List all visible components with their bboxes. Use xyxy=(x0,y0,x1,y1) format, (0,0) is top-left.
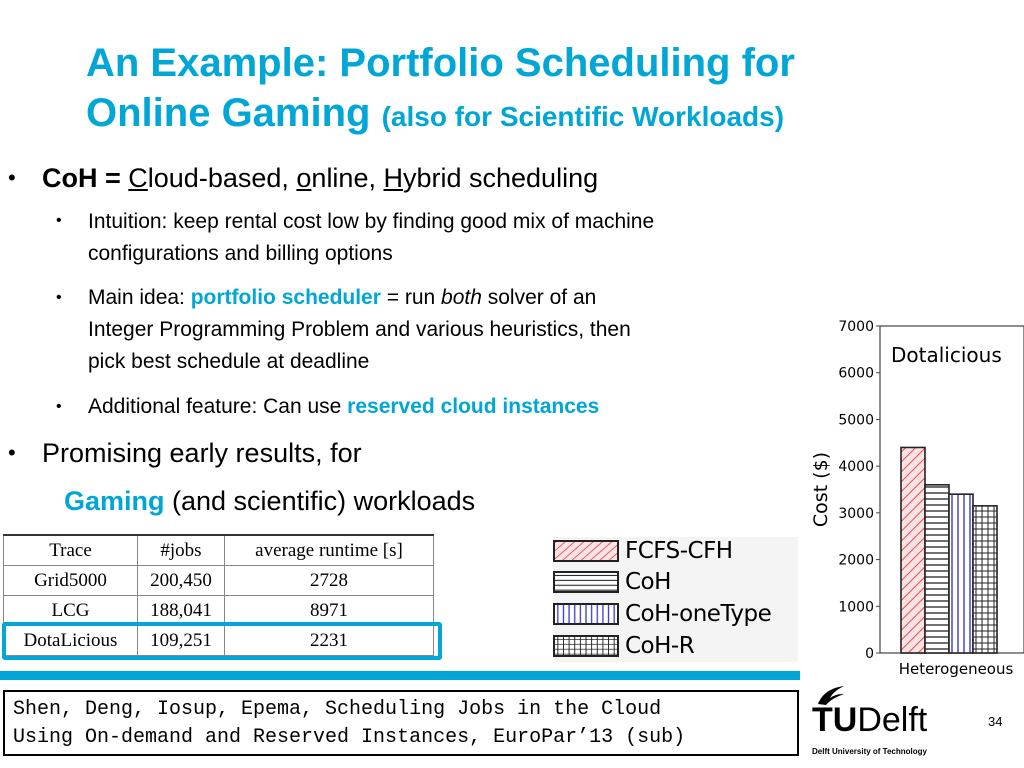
title-line-2 xyxy=(86,88,1006,142)
legend-item-coh-r xyxy=(553,633,694,659)
y-tick-label: 5000 xyxy=(838,412,874,429)
coh-text: nline, xyxy=(311,163,384,193)
y-tick-label: 3000 xyxy=(838,505,874,522)
bar-coh-r xyxy=(973,506,997,653)
feature-highlight: reserved cloud instances xyxy=(347,395,600,418)
y-tick-label: 1000 xyxy=(838,599,874,616)
reference-line-1: Shen, Deng, Iosup, Epema, Scheduling Jobs in the Cloud xyxy=(13,698,662,721)
accent-bar xyxy=(0,671,800,680)
table-cell: 2728 xyxy=(225,566,434,596)
y-tick-label: 4000 xyxy=(838,459,874,476)
y-tick-label: 2000 xyxy=(838,552,874,569)
legend-label: CoH-oneType xyxy=(625,601,772,627)
page-number: 34 xyxy=(988,714,1003,729)
tudelft-logo xyxy=(812,684,962,764)
bullet-main-idea xyxy=(88,282,631,378)
sub-bullet-dot: • xyxy=(56,289,62,306)
y-axis-label: Cost ($) xyxy=(810,451,832,528)
table-header-row xyxy=(4,535,434,566)
bullet-dot: • xyxy=(8,440,16,465)
table-row xyxy=(4,596,434,626)
legend-label: CoH-R xyxy=(625,633,695,659)
idea-line-3: pick best schedule at deadline xyxy=(88,350,370,373)
bullet-feature xyxy=(88,391,599,423)
cost-bar-chart xyxy=(805,310,1024,682)
gaming-highlight: Gaming xyxy=(64,486,165,516)
table-row xyxy=(4,566,434,596)
table-cell: 109,251 xyxy=(138,626,225,656)
intuition-line-2: configurations and billing options xyxy=(88,242,393,265)
legend-label: FCFS-CFH xyxy=(625,538,733,564)
logo-university: Delft University of Technology xyxy=(812,747,927,756)
coh-label: CoH = xyxy=(42,163,121,193)
legend-item-fcfs-cfh xyxy=(553,538,733,564)
feature-prefix: Additional feature: Can use xyxy=(88,395,348,418)
bullet-gaming xyxy=(64,484,475,518)
sub-bullet-dot: • xyxy=(56,398,62,415)
chart-title: Dotalicious xyxy=(891,343,1002,367)
bullet-promising: Promising early results, for xyxy=(42,438,362,468)
swatch-diagonal-icon xyxy=(553,540,619,562)
idea-suffix: solver of an xyxy=(481,286,597,309)
title-line-1: An Example: Portfolio Scheduling for xyxy=(86,41,795,85)
bullet-intuition xyxy=(88,206,654,270)
legend-item-coh xyxy=(553,569,671,595)
logo-delft: Delft xyxy=(857,701,928,739)
bar-coh xyxy=(925,485,949,653)
table-header: Trace xyxy=(4,535,138,566)
reference-line-2: Using On-demand and Reserved Instances, EuroPar’13 (sub) xyxy=(13,726,686,749)
sub-bullet-dot: • xyxy=(56,212,62,229)
coh-letter-o: o xyxy=(296,163,312,193)
table-cell: 8971 xyxy=(225,596,434,626)
bar-coh-onetype xyxy=(949,494,973,653)
table-cell: 2231 xyxy=(225,626,434,656)
idea-line-1 xyxy=(88,282,631,314)
idea-line-2: Integer Programming Problem and various heuristics, then xyxy=(88,318,631,341)
slide-title xyxy=(86,38,1006,142)
logo-wordmark xyxy=(812,700,927,740)
reference-box xyxy=(3,690,799,756)
swatch-grid-icon xyxy=(553,635,619,657)
table-cell: LCG xyxy=(4,596,138,626)
table-cell: 188,041 xyxy=(138,596,225,626)
y-tick-label: 7000 xyxy=(838,319,874,335)
bullet-coh xyxy=(42,161,598,195)
bullet-dot: • xyxy=(8,165,16,190)
coh-letter-h: H xyxy=(383,163,403,193)
coh-text: loud-based, xyxy=(147,163,297,193)
bar-fcfs-cfh xyxy=(901,447,925,653)
x-axis-label: Heterogeneous xyxy=(898,660,1014,678)
y-tick-label: 6000 xyxy=(838,365,874,382)
gaming-rest: (and scientific) workloads xyxy=(164,486,476,516)
legend-label: CoH xyxy=(625,569,671,595)
table-cell: Grid5000 xyxy=(4,566,138,596)
idea-highlight: portfolio scheduler xyxy=(190,286,381,309)
dotalicious-highlight-box xyxy=(2,622,442,660)
idea-both: both xyxy=(441,286,482,309)
logo-tu: TU xyxy=(812,701,858,739)
title-main: Online Gaming xyxy=(86,91,382,135)
coh-text: ybrid scheduling xyxy=(402,163,599,193)
table-header: #jobs xyxy=(138,535,225,566)
intuition-line-1: Intuition: keep rental cost low by finding good mix of machine xyxy=(88,210,655,233)
table-cell: 200,450 xyxy=(138,566,225,596)
coh-letter-c: C xyxy=(128,163,148,193)
title-subtitle: (also for Scientific Workloads) xyxy=(381,101,785,132)
idea-prefix: Main idea: xyxy=(88,286,191,309)
table-cell: DotaLicious xyxy=(4,626,138,656)
swatch-vertical-icon xyxy=(553,603,619,625)
y-tick-label: 0 xyxy=(865,646,874,662)
idea-mid: = run xyxy=(380,286,442,309)
legend-item-coh-onetype xyxy=(553,601,771,627)
table-header: average runtime [s] xyxy=(225,535,434,566)
swatch-horizontal-icon xyxy=(553,571,619,593)
